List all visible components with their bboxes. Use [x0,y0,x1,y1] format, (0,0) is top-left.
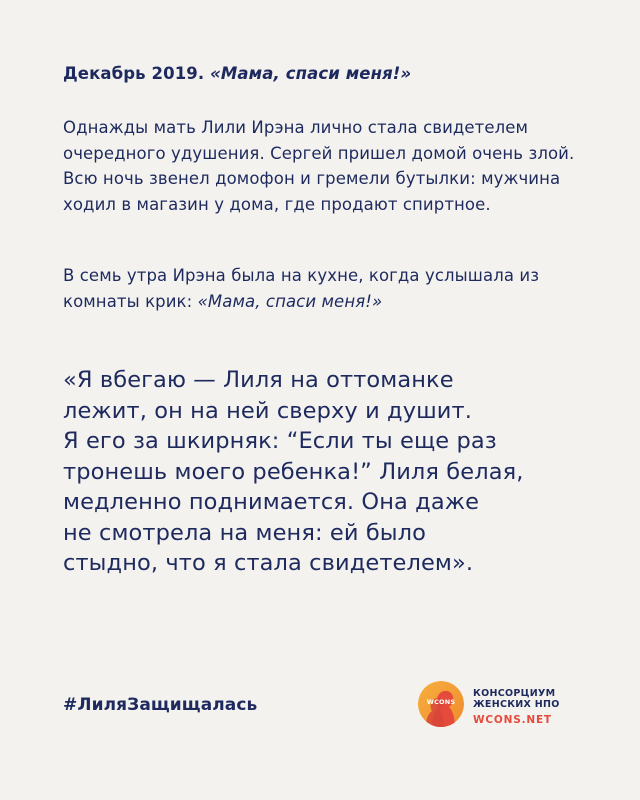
big-quote-line: «Я вбегаю — Лиля на оттоманке [63,367,454,393]
hashtag: #ЛиляЗащищалась [63,695,258,715]
heading-date: Декабрь 2019. [63,64,205,83]
heading-quote: «Мама, спаси меня!» [210,64,412,83]
paragraph-2-quote: «Мама, спаси меня!» [197,291,383,311]
big-quote-line: стыдно, что я стала свидетелем». [63,550,474,576]
big-quote-line: не смотрела на меня: ей было [63,519,427,546]
heading [63,64,411,83]
big-quote-line: тронешь моего ребенка!” Лиля белая, [63,458,524,485]
big-quote-line: лежит, он на ней сверху и душит. [63,397,472,424]
logo-mark-text: WCONS [426,698,456,706]
big-quote-line: Я его за шкирняк: “Если ты еще раз [63,428,497,454]
paragraph-1: Однажды мать Лили Ирэна лично стала свидетелем очередного удушения. Сергей пришел домой очень злой. Всю ночь звенел домофон и гремели бутылки: мужчина ходил в магазин у дома, где продают спиртное. [63,118,575,214]
big-quote-line: медленно поднимается. Она даже [63,489,480,515]
logo-emblem-icon [418,681,464,727]
logo-line-1: КОНСОРЦИУМ [473,688,556,699]
paragraph-2 [63,263,583,314]
logo-line-2: ЖЕНСКИХ НПО [473,699,560,710]
wcons-logo [418,681,588,727]
big-quote [63,365,603,579]
paragraph-2-text: В семь утра Ирэна была на кухне, когда услышала из комнаты крик: [63,266,540,311]
logo-website[interactable]: WCONS.NET [473,714,552,726]
